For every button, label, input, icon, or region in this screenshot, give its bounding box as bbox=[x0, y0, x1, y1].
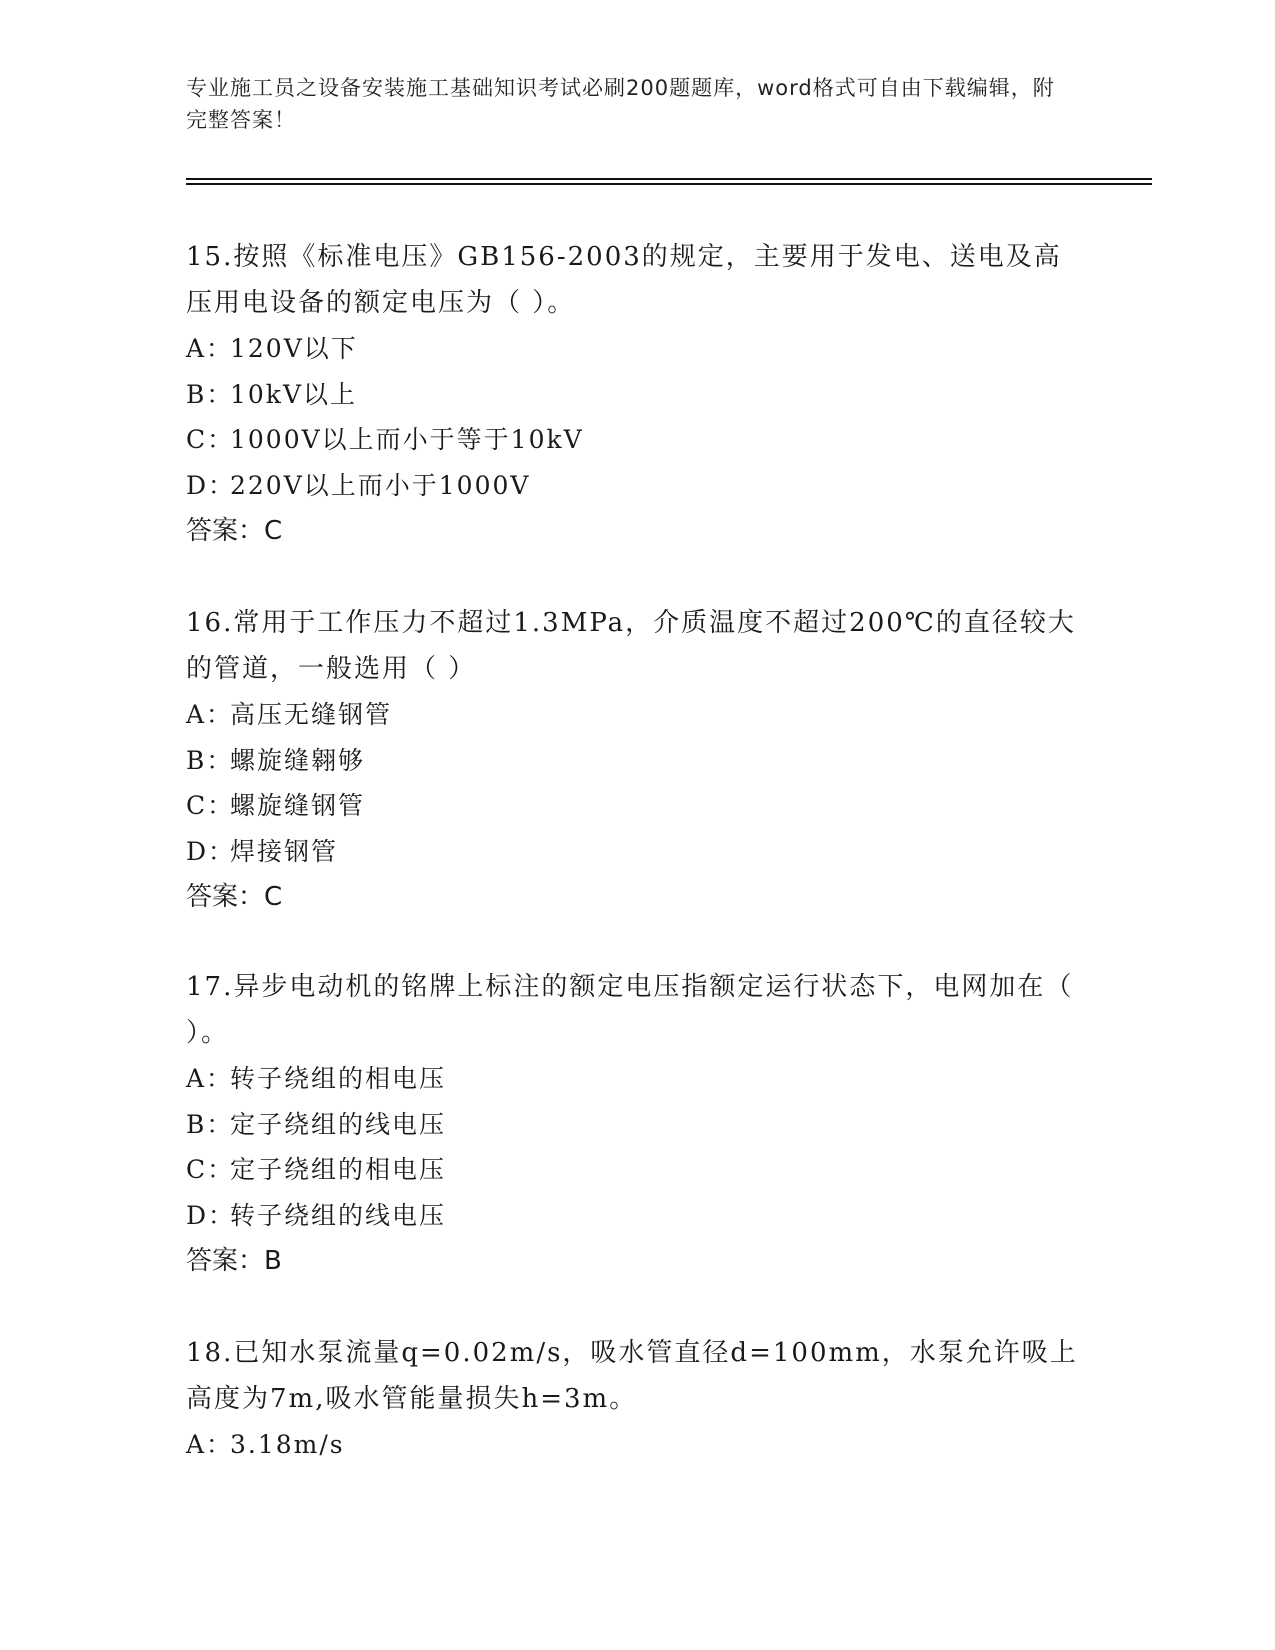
option-b bbox=[186, 738, 1086, 784]
option-text: 220V以上而小于1000V bbox=[230, 470, 531, 500]
option-text: 螺旋缝翱够 bbox=[230, 745, 366, 775]
option-text: 定子绕组的相电压 bbox=[230, 1155, 447, 1184]
question-text: 18.已知水泵流量q=0.02m/s，吸水管直径d=100mm，水泵允许吸上高度为7m,吸水管能量损失h=3m。 bbox=[186, 1338, 1078, 1414]
option-d bbox=[186, 829, 1086, 875]
option-text: 螺旋缝钢管 bbox=[230, 791, 366, 820]
option-d bbox=[186, 463, 1086, 509]
question-16 bbox=[186, 600, 1086, 920]
option-label: D： bbox=[186, 1200, 236, 1230]
option-c bbox=[186, 1147, 1086, 1193]
option-text: 3.18m/s bbox=[230, 1430, 345, 1459]
option-label: A： bbox=[186, 700, 234, 729]
question-text: 15.按照《标准电压》GB156-2003的规定，主要用于发电、送电及高压用电设备的额定电压为（ ）。 bbox=[186, 242, 1062, 318]
option-label: C： bbox=[186, 425, 235, 454]
question-15 bbox=[186, 234, 1086, 554]
question-text: 17.异步电动机的铭牌上标注的额定电压指额定运行状态下，电网加在（ ）。 bbox=[186, 972, 1074, 1048]
option-a bbox=[186, 1056, 1086, 1102]
header-divider-bottom bbox=[186, 183, 1152, 185]
answer: 答案：C bbox=[186, 516, 283, 546]
option-label: D： bbox=[186, 836, 236, 866]
option-label: A： bbox=[186, 334, 234, 363]
option-d bbox=[186, 1193, 1086, 1239]
option-label: A： bbox=[186, 1064, 234, 1093]
option-text: 1000V以上而小于等于10kV bbox=[230, 425, 584, 454]
option-text: 120V以下 bbox=[230, 334, 358, 363]
option-b bbox=[186, 372, 1086, 418]
option-text: 转子绕组的相电压 bbox=[230, 1064, 447, 1093]
option-label: B： bbox=[186, 379, 234, 409]
option-text: 焊接钢管 bbox=[230, 836, 339, 866]
option-label: B： bbox=[186, 745, 234, 775]
question-18 bbox=[186, 1330, 1086, 1468]
option-c bbox=[186, 417, 1086, 463]
option-a bbox=[186, 1422, 1086, 1468]
header-divider-top bbox=[186, 178, 1152, 180]
option-a bbox=[186, 326, 1086, 372]
option-text: 转子绕组的线电压 bbox=[230, 1200, 447, 1230]
option-text: 定子绕组的线电压 bbox=[230, 1109, 447, 1139]
option-label: B： bbox=[186, 1109, 234, 1139]
option-a bbox=[186, 692, 1086, 738]
option-label: C： bbox=[186, 791, 235, 820]
answer: 答案：B bbox=[186, 1246, 282, 1276]
option-b bbox=[186, 1102, 1086, 1148]
answer: 答案：C bbox=[186, 882, 283, 912]
option-label: A： bbox=[186, 1430, 234, 1459]
option-text: 高压无缝钢管 bbox=[230, 700, 393, 729]
option-c bbox=[186, 783, 1086, 829]
question-text: 16.常用于工作压力不超过1.3MPa，介质温度不超过200℃的直径较大的管道，一般选用（ ） bbox=[186, 608, 1076, 684]
option-text: 10kV以上 bbox=[230, 379, 358, 409]
document-header: 专业施工员之设备安装施工基础知识考试必刷200题题库，word格式可自由下载编辑，附完整答案！ bbox=[186, 76, 1055, 132]
question-17 bbox=[186, 964, 1086, 1284]
option-label: C： bbox=[186, 1155, 235, 1184]
option-label: D： bbox=[186, 470, 236, 500]
